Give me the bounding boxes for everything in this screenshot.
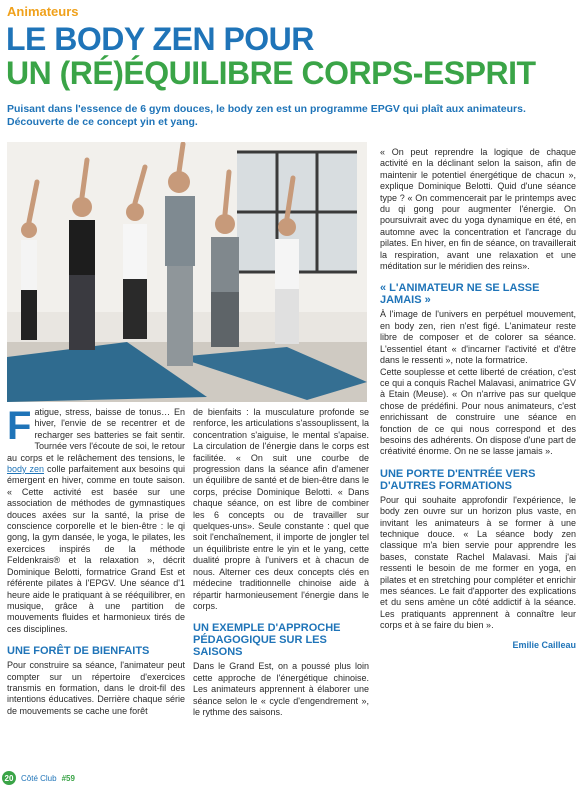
paragraph: À l'image de l'univers en perpétuel mouvement, en body zen, rien n'est figé. L'animateur reste libre de composer et de colorer sa séance. L'essentiel étant « d'incarner l'activité et d'être dans le ressenti », note la formatrice. [380,309,576,366]
page-footer [2,771,75,785]
article-intro: Puisant dans l'essence de 6 gym douces, le body zen est un programme EPGV qui plaît aux animateurs. Découverte de ce concept yin et yang. [7,103,526,128]
paragraph [7,404,185,635]
article-column-2 [193,407,369,718]
paragraph: Pour construire sa séance, l'animateur peut compter sur un répertoire d'exercices transmis en formation, dans le droit-fil des intentions éducatives. Derrière chaque série de mouvements se cache une forêt [7,660,185,716]
issue-number: #59 [61,773,75,783]
page-number: 20 [2,771,16,785]
subheading-forest: UNE FORÊT DE BIENFAITS [7,645,150,658]
paragraph-text: colle parfaitement aux besoins qui émergent en hiver, comme en toute saison. « Cette activité est basée sur une association de méthodes de gymnastiques douces axées sur la santé, la prise de conscience corporelle et le bien-être : le qi gong, la gym dansée, le yoga, le pilates, les exercices inspirés de la méthode Feldenkrais® et la relaxation », décrit Dominique Belotti, formatrice Grand Est et référente pilates à l'EPGV. Une séance d'1 heure aide le pratiquant à se rééquilibrer, en musique, grâce à une partition de mouvements fluides et harmonieux tirés de ces disciplines. [7,464,185,634]
section-rubric: Animateurs [7,4,79,19]
article-column-3 [380,147,576,651]
magazine-name: Côté Club [21,773,57,783]
yoga-class-photo [7,142,367,402]
subheading-gateway: UNE PORTE D'ENTRÉE VERS D'AUTRES FORMATIONS [380,467,536,492]
article-column-1 [7,404,185,717]
drop-cap: F [7,404,32,448]
paragraph-text: atigue, stress, baisse de tonus… En hiver, l'envie de se recentrer et de recharger ses batteries se fait sentir. Tournée vers l'écoute de soi, le retour au corps et le relâchement des tensions, le [7,407,185,463]
body-zen-link[interactable]: body zen [7,464,45,475]
subheading-never-bored: « L'ANIMATEUR NE SE LASSE JAMAIS » [380,282,540,307]
author-byline: Emilie Cailleau [512,639,576,650]
headline-line-1: LE BODY ZEN POUR [6,21,314,57]
paragraph: « On peut reprendre la logique de chaque activité en la déclinant selon la saison, afin de maintenir le potentiel énergétique de chacun », explique Dominique Belotti. Quid d'une séance type ? « On commencerait par le printemps avec du qi gong pour augmenter l'énergie. On poursuivrait avec du yoga dynamique en été, en automne avec la concentration et l'ancrage du pilates. En hiver, en fin de séance, on travaillerait la respiration, avant une relaxation et une méditation sur le méridien des reins». [380,147,576,272]
paragraph: Dans le Grand Est, on a poussé plus loin cette approche de l'énergétique chinoise. Les animateurs apprennent à élaborer une séance selon le « cycle d'engendrement », le rythme des saisons. [193,661,369,717]
paragraph: de bienfaits : la musculature profonde se renforce, les articulations s'assouplissent, la concentration s'aiguise, le mental s'apaise. La circulation de l'énergie dans le corps est facilitée. « On suit une courbe de progression dans la séance afin d'amener un équilibre de santé et de bien-être dans le corps, précise Dominique Belotti. « Dans chaque séance, on est libre de combiner les 6 concepts ou de travailler sur quelques-uns». Seule constante : quel que soit l'enchaînement, il importe de jongler tel un équilibriste entre le yin et le yang, cette dualité propre à l'univers et à chacun de nous. Alterner ces deux concepts clés en médecine traditionnelle chinoise aide à répartir harmonieusement l'énergie dans le corps. [193,407,369,611]
headline-line-2: UN (RÉ)ÉQUILIBRE CORPS-ESPRIT [6,55,536,91]
paragraph: Cette souplesse et cette liberté de création, c'est ce qui a conquis Rachel Malavasi, animatrice GV à Etain (Meuse). « On n'arrive pas sur quelque chose de prédéfini. Pour nous animateurs, c'est enrichissant de construire une séance en fonction de ce qui nous correspond et des besoins des adhérents. On dispose d'une part de créativité énorme. On ne se lasse jamais ». [380,366,576,457]
yoga-class-illustration [7,142,367,402]
paragraph: Pour qui souhaite approfondir l'expérience, le body zen ouvre sur un horizon plus vaste, en invitant les animateurs à se former à une technique douce. « La séance body zen classique m'a bien servie pour apprendre les bases, constate Rachel Malavasi. Mais j'ai ressenti le besoin de me former en yoga, en pilates et en stretching pour compléter et enrichir mes séances. Le fait d'apporter des explications et du sens amène un côté addictif à la séance. Les pratiquants apprennent à connaître leur corps et à se faire du bien ». [380,494,576,631]
subheading-seasons: UN EXEMPLE D'APPROCHE PÉDAGOGIQUE SUR LES SAISONS [193,622,341,659]
